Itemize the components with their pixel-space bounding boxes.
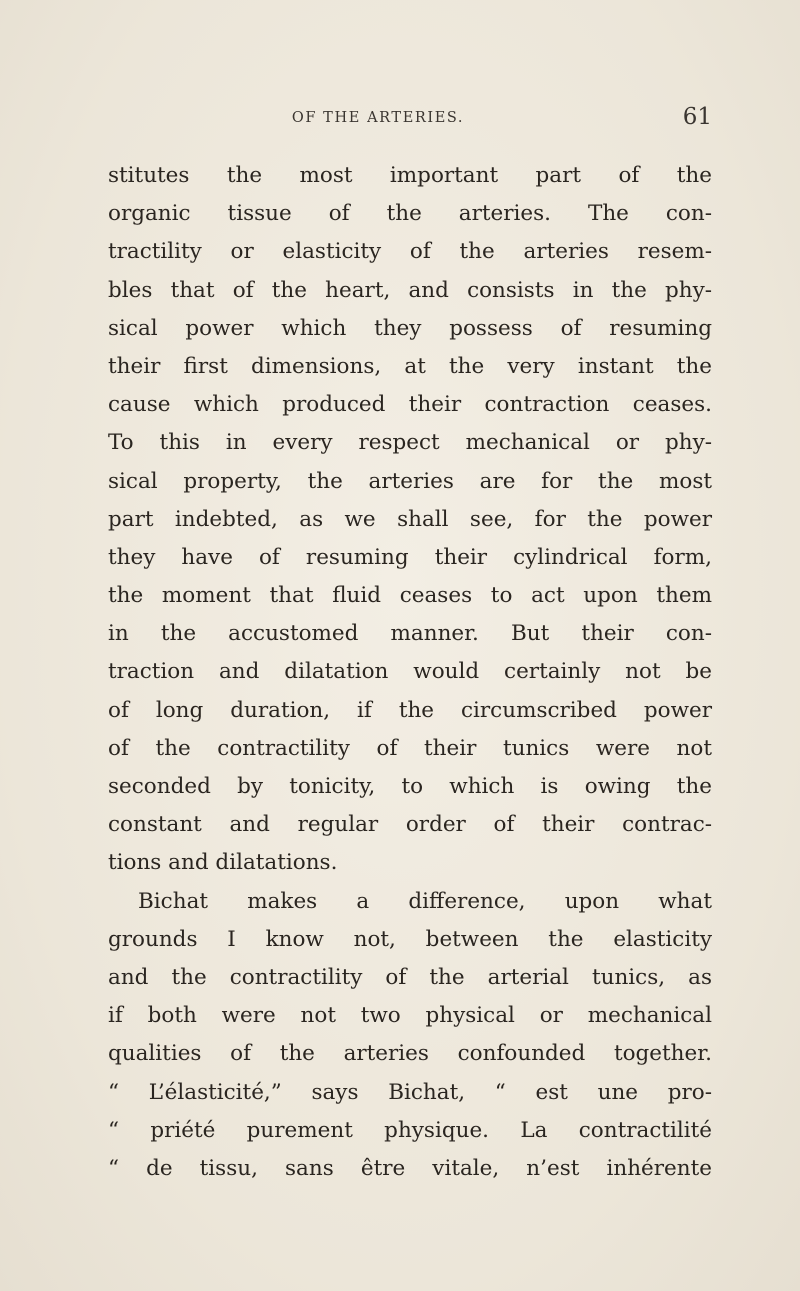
paragraph-end-line: tions and dilatations. bbox=[108, 850, 338, 876]
text-line: they have of resuming their cylindrical form, bbox=[108, 544, 712, 570]
text-line: stitutes the most important part of the bbox=[108, 163, 712, 188]
text-line: tractility or elasticity of the arteries resem- bbox=[108, 239, 712, 265]
text-line: cause which produced their contraction ceases. bbox=[108, 392, 712, 418]
text-line: in the accustomed manner. But their con- bbox=[108, 621, 712, 647]
text-line: of the contractility of their tunics were not bbox=[108, 735, 712, 761]
body-text bbox=[108, 157, 712, 1188]
text-line: part indebted, as we shall see, for the power bbox=[108, 506, 712, 532]
text-line: “ L’élasticité,” says Bichat, “ est une pro- bbox=[108, 1079, 712, 1105]
paragraph-start-line: Bichat makes a difference, upon what bbox=[138, 888, 712, 914]
running-head-title: OF THE ARTERIES. bbox=[291, 110, 465, 126]
text-line: qualities of the arteries confounded together. bbox=[108, 1041, 712, 1067]
text-line: bles that of the heart, and consists in the phy- bbox=[108, 277, 712, 303]
text-line: seconded by tonicity, to which is owing the bbox=[108, 774, 712, 799]
text-line: traction and dilatation would certainly not be bbox=[108, 659, 712, 685]
text-line: “ de tissu, sans être vitale, n’est inhérente bbox=[108, 1155, 712, 1181]
text-line: organic tissue of the arteries. The con- bbox=[108, 201, 712, 227]
text-line: sical property, the arteries are for the most bbox=[108, 468, 712, 494]
text-line: sical power which they possess of resuming bbox=[108, 315, 712, 341]
text-line: constant and regular order of their contrac- bbox=[108, 812, 712, 838]
text-line: “ priété purement physique. La contractilité bbox=[108, 1117, 712, 1143]
text-line: if both were not two physical or mechanical bbox=[108, 1003, 712, 1029]
text-line: To this in every respect mechanical or phy- bbox=[108, 430, 712, 456]
text-line: their first dimensions, at the very instant the bbox=[108, 353, 712, 379]
running-head bbox=[108, 104, 712, 136]
text-line: of long duration, if the circumscribed power bbox=[108, 697, 712, 723]
text-line: grounds I know not, between the elasticity bbox=[108, 926, 712, 952]
text-line: and the contractility of the arterial tunics, as bbox=[108, 964, 712, 990]
page-number: 61 bbox=[682, 104, 712, 130]
text-line: the moment that fluid ceases to act upon them bbox=[108, 583, 712, 609]
